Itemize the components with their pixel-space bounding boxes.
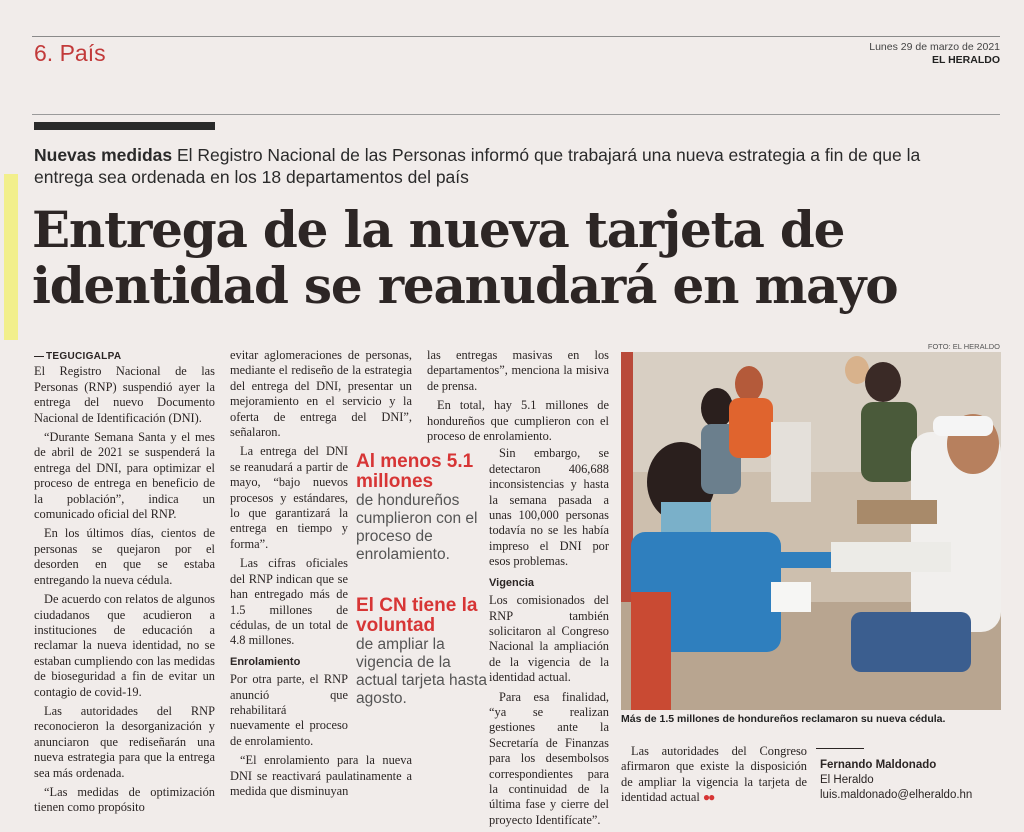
article-closing [621,744,807,806]
deck-text: El Registro Nacional de las Personas informó que trabajará una nueva estrategia a fin de que la entrega sea ordenada en los 18 departamentos del país [34,145,921,187]
deck-lead: Nuevas medidas [34,145,173,165]
paragraph: El Registro Nacional de las Personas (RNP) suspendió ayer la entrega del nuevo Documento Nacional de Identificación (DNI). [34,364,215,425]
headline-bar [34,122,215,130]
subhead-enrolamiento: Enrolamiento [230,655,301,668]
pull-quote-text: de hondureños cumplieron con el proceso de enrolamiento. [356,492,478,563]
subhead-vigencia: Vigencia [489,576,535,589]
end-mark-icon: ●● [702,790,714,805]
dateline: TEGUCIGALPA [34,351,121,362]
paragraph: Los comisionados del RNP también solicitaron al Congreso Nacional la ampliación de la vigencia de la identidad actual. [489,593,609,685]
paragraph: Para esa finalidad, “ya se realizan gestiones ante la Secretaría de Finanzas para los desembolsos correspondientes para la continuidad de la última fase y cierre del proyecto Identifícate”. [489,689,609,827]
photo-credit: FOTO: EL HERALDO [927,342,1000,351]
deck [34,144,934,188]
paragraph: La entrega del DNI se reanudará a partir de mayo, “bajo nuevos procesos y estándares, lo que garantizará la entrega en tiempo y forma”. [230,444,348,551]
news-photo [621,352,1001,710]
paragraph: “Las medidas de optimización tienen como propósito [34,784,215,815]
article-column-3 [427,348,609,832]
article-column-1 [34,348,215,820]
author-email: luis.maldonado@elheraldo.hn [820,789,973,801]
paragraph: las entregas masivas en los departamentos”, menciona la misiva de prensa. [427,348,609,393]
paragraph: Las autoridades del Congreso afirmaron que existe la disposición de ampliar la vigencia la tarjeta de identidad actual [621,744,807,805]
photo-caption: Más de 1.5 millones de hondureños reclamaron su nueva cédula. [621,713,946,725]
paragraph: Las cifras oficiales del RNP indican que se han entregado más de 1.5 millones de cédulas, de un total de 4.8 millones. [230,556,348,648]
issue-date-block [869,41,1000,67]
headline: Entrega de la nueva tarjeta de identidad se reanudará en mayo [32,200,898,315]
paragraph: De acuerdo con relatos de algunos ciudadanos que acudieron a instituciones de educación a reclamar la nueva identidad, no se estaban cumpliendo con las medidas de bioseguridad a fin de evitar un contagio de covid-19. [34,592,215,699]
paragraph: En total, hay 5.1 millones de hondureños que cumplieron con el proceso de enrolamiento. [427,398,609,444]
paper-name: EL HERALDO [931,54,1000,66]
paragraph: “Durante Semana Santa y el mes de abril de 2021 se suspenderá la entrega del DNI, para optimizar el proceso de entrega en beneficio de la población”, indica un comunicado oficial del RNP. [34,430,215,522]
photo-illustration [621,352,1001,710]
issue-date: Lunes 29 de marzo de 2021 [869,41,1000,53]
byline [820,758,972,803]
article-column-2 [230,348,412,803]
paragraph: “El enrolamiento para la nueva DNI se reactivará paulatinamente a medida que disminuyan [230,753,412,798]
pull-quote-highlight: El CN tiene la voluntad [356,595,478,636]
top-rule [32,36,1000,37]
paragraph: Sin embargo, se detectaron 406,688 inconsistencias y hasta la semana pasada a unas 100,000 personas todavía no se les había impreso el DNI por esos problemas. [489,446,609,569]
author-org: El Heraldo [820,774,874,786]
section-title: 6. País [34,40,106,66]
header-rule [32,114,1000,115]
paragraph: evitar aglomeraciones de personas, mediante el rediseño de la estrategia del entrega del DNI, presentar un mejoramiento en el servicio y la oferta de entrega del DNI”, señalaron. [230,348,412,440]
paragraph: Por otra parte, el RNP anunció que rehabilitará nuevamente el proceso de enrolamiento. [230,672,348,748]
pull-quote-highlight: Al menos 5.1 millones [356,451,474,492]
paragraph: En los últimos días, cientos de personas se quejaron por el desorden en que se estaba entregando la nueva cédula. [34,526,215,587]
author-name: Fernando Maldonado [820,759,937,771]
highlighter-mark [4,174,18,340]
paragraph: Las autoridades del RNP reconocieron la desorganización y anunciaron que rediseñarán una nueva estrategia para que la entrega sea más ordenada. [34,703,215,780]
pull-quote-text: de ampliar la vigencia de la actual tarjeta hasta agosto. [356,636,487,707]
